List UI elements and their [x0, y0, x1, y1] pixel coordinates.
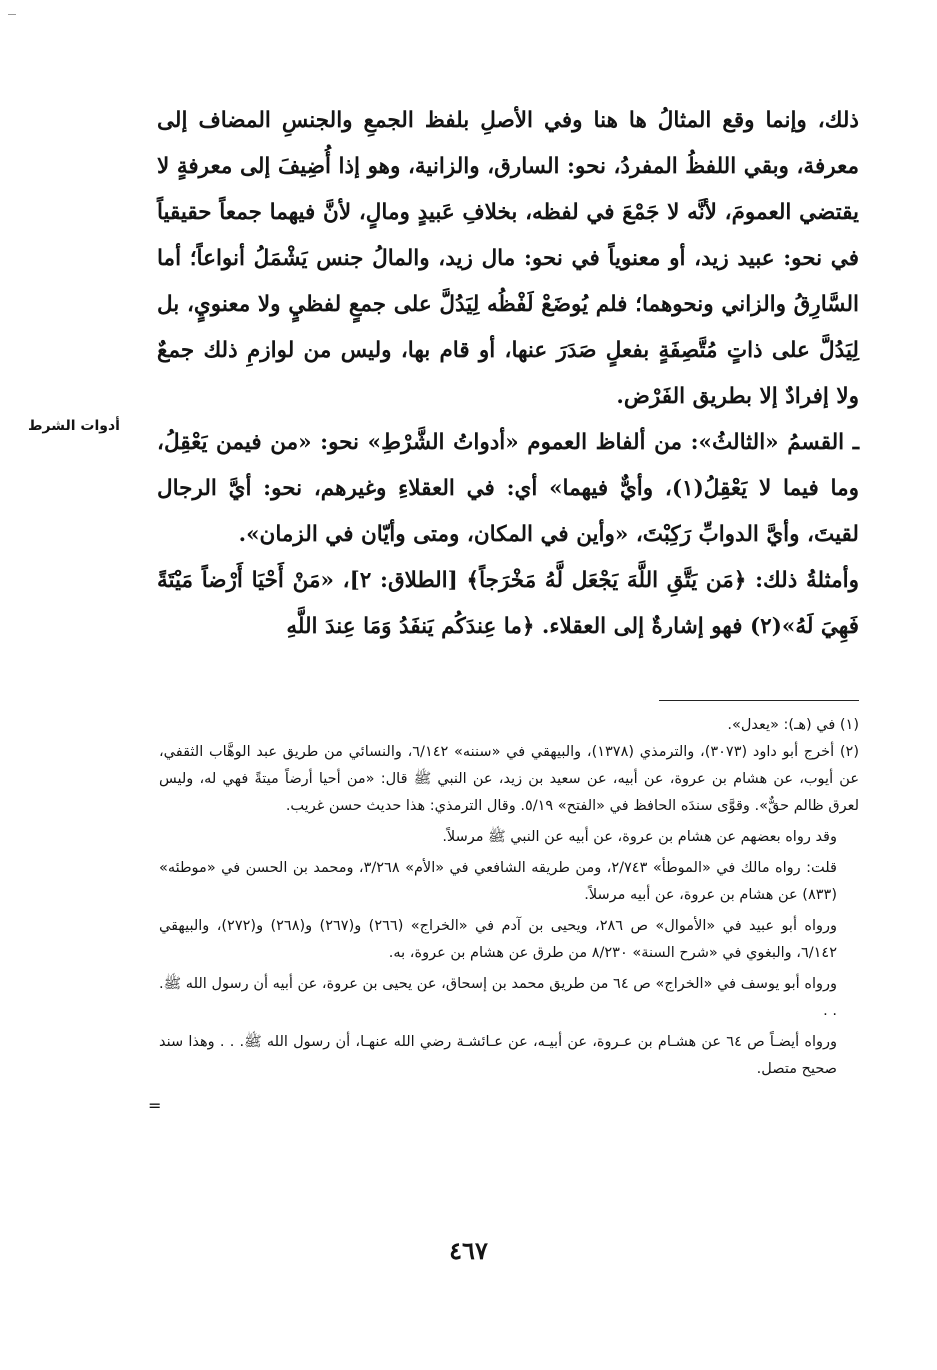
main-paragraph-1: ذلك، وإنما وقع المثالُ ها هنا وفي الأصلِ بلفظ الجمعِ والجنسِ المضاف إلى معرفة، وبقي اللفظُ المفردُ، نحو: السارق، والزانية، وهو إذا أُضِيفَ إلى معرفةٍ لا يقتضي العمومَ، لأنَّه لا جَمْعَ في لفظه، بخلافِ عَبيدٍ ومالٍ، لأنَّ فيهما جمعاً حقيقياً في نحو: عبيد زيد، أو معنوياً في نحو: مال زيد، والمالُ جنس يَشْمَلُ أنواعاً؛ أما السَّارِقُ والزاني ونحوهما؛ فلم يُوضَعْ لَفْظُه لِيَدُلَّ على جمعٍ لفظيٍ ولا معنويٍ، بل لِيَدُلَّ على ذاتٍ مُتَّصِفَةٍ بفعلٍ صَدَرَ عنها، أو قام بها، وليس من لوازمِ ذلك جمعٌ ولا إفرادٌ إلا بطريق الفَرْض. — [157, 108, 859, 409]
footnote-2-continued-4: ورواه أبو يوسف في «الخراج» ص ٦٤ من طريق محمد بن إسحاق، عن يحيى بن عروة، عن أبيه أن رسول الله ﷺ. . . — [159, 976, 837, 1019]
footnote-2-continued-1: وقد رواه بعضهم عن هشام بن عروة، عن أبيه عن النبي ﷺ مرسلاً. — [442, 829, 837, 845]
footnote-1: (١) في (هـ): «يعدل». — [727, 717, 859, 733]
margin-note: أدوات الشرط — [28, 418, 120, 434]
main-paragraph-3: وأمثلةُ ذلك: ﴿مَن يَتَّقِ اللَّهَ يَجْعَل لَّهُ مَخْرَجاً﴾ [الطلاق: ٢]، «مَنْ أَحْيَا أَرْضاً مَيْتَةً فَهِيَ لَهُ»(٢) فهو إشارةٌ إلى العقلاء. ﴿ما عِندَكُم يَنفَدُ وَمَا عِندَ اللَّهِ — [157, 568, 859, 639]
main-text-body — [157, 98, 859, 650]
scan-corner-mark — [8, 14, 16, 15]
footnote-2-continued-2: قلت: رواه مالك في «الموطأ» ٢/٧٤٣، ومن طريقه الشافعي في «الأم» ٣/٢٦٨، ومحمد بن الحسن في «موطئه» (٨٣٣) عن هشام بن عروة، عن أبيه مرسلاً. — [159, 860, 837, 903]
footnote-2-continued-3: ورواه أبو عبيد في «الأموال» ص ٢٨٦، ويحيى بن آدم في «الخراج» (٢٦٦) و(٢٦٧) و(٢٦٨) و(٢٧٢)، والبيهقي ٦/١٤٢، والبغوي في «شرح السنة» ٨/٢٣٠ من طرق عن هشام بن عروة، به. — [159, 918, 838, 961]
footnote-2-continued-5: ورواه أيضـاً ص ٦٤ عن هشـام بن عـروة، عن أبيـه، عن عـائشـة رضي الله عنهـا، أن رسول الله ﷺ. . . وهذا سند صحيح متصل. — [159, 1034, 837, 1077]
page-number: ٤٦٧ — [449, 1236, 488, 1265]
footnotes — [159, 712, 859, 1083]
footnote-separator — [659, 700, 859, 701]
continuation-mark: = — [148, 1096, 162, 1115]
footnote-2: (٢) أخرج أبو داود (٣٠٧٣)، والترمذي (١٣٧٨)، والبيهقي في «سننه» ٦/١٤٢، والنسائي من طريق عبد الوهَّاب الثقفي، عن أيوب، عن هشام بن عروة، عن أبيه، عن سعيد بن زيد، عن النبي ﷺ قال: «من أحيا أرضاً ميتةً فهي له، وليس لعرق ظالم حقٌّ». وقوَّى سندَه الحافظ في «الفتح» ٥/١٩. وقال الترمذي: هذا حديث حسن غريب. — [159, 744, 859, 814]
main-paragraph-2: ـ القسمُ «الثالثُ»: من ألفاظ العموم «أدواتُ الشَّرْطِ» نحو: «من فيمن يَعْقِلُ، وما فيما لا يَعْقِلُ(١)، وأيٌّ فيهما» أي: في العقلاءِ وغيرهم، نحو: أيَّ الرجال لقيتَ، وأيَّ الدوابِّ رَكِبْتَ، «وأين في المكان، ومتى وأيّان في الزمان». — [157, 430, 859, 547]
